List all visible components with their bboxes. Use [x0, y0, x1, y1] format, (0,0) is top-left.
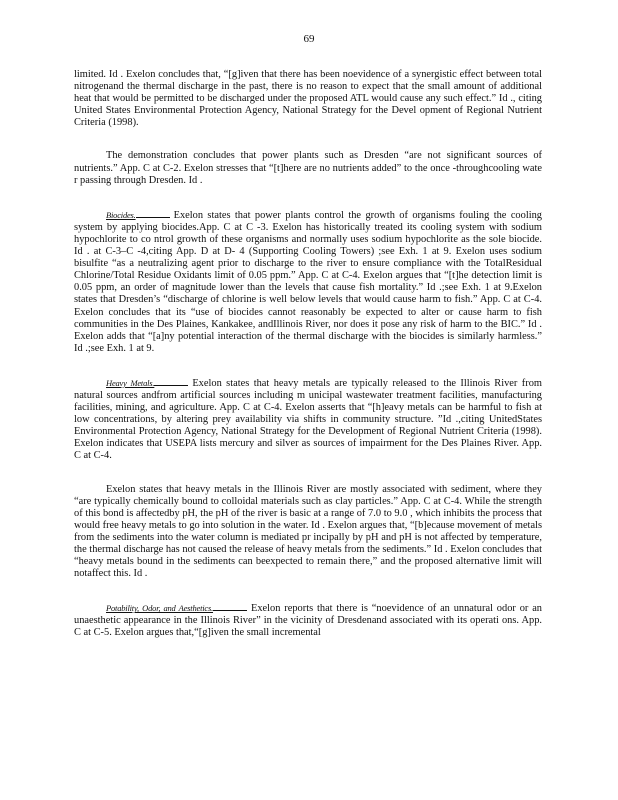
heading-rule — [154, 376, 188, 386]
section-heading: Heavy Metals. — [106, 377, 155, 388]
section-heading: Potability, Odor, and Aesthetics. — [106, 603, 214, 614]
heading-rule — [213, 601, 247, 611]
paragraph: Exelon states that heavy metals in the Illinois River are mostly associated with sediment, where they “are typically chemically bound to colloidal materials such as clay particles.” App. C at C-4. While the strength of this bond is affectedby pH, the pH of the river is basic at a range of 7.0 to 9.0 , which inhibits the process that would free heavy metals to go into solution in the water. Id . Exelon argues that, “[b]ecause movement of metals from the sediments into the water column is mediated pr incipally by pH and pH is not affected by temperature, the thermal discharge has not caused the release of heavy metals from the sediments.” Id . Exelon concludes that “heavy metals bound in the sediments can beexpected to remain there,” and the proposed alternative limit will notaffect this. Id . — [74, 483, 542, 580]
paragraph: Heavy Metals. Exelon states that heavy metals are typically released to the Illinois River from natural sources andfrom artificial sources including m unicipal wastewater treatment facilities, manufacturing facilities, mining, and agriculture. App. C at C-4. Exelon asserts that “[h]eavy metals can be harmful to fish at low concentrations, by altering prey availability via shifts in community structure. ”Id .,citing UnitedStates Environmental Protection Agency, National Strategy for the Development of Regional Nutrient Criteria (1998). Exelon indicates that USEPA lists mercury and silver as sources of impairment for the Des Plaines River. App. C at C-4. — [74, 377, 542, 462]
paragraph: Biocides. Exelon states that power plants control the growth of organisms fouling the cooling system by applying biocides.App. C at C -3. Exelon has historically treated its cooling system with sodium hypochlorite to co ntrol growth of these organisms and normally uses sodium hypochlorite as the sole biocide. Id . at C-3–C -4,citing App. D at D- 4 (Supporting Cooling Towers) ;see Exh. 1 at 9. Exelon uses sodium bisulfite “as a neutralizing agent prior to discharge to the river to ensure compliance with the TotalResidual Chlorine/Total Residue Oxidants limit of 0.05 ppm.” App. C at C-4. Exelon argues that “[t]he detection limit is 0.05 ppm, an order of magnitude lower than the levels that cause fish mortality.” Id .;see Exh. 1 at 9.Exelon states that Dresden’s “discharge of chlorine is well below levels that would cause harm to fish.” App. C at C-4. Exelon concludes that its “use of biocides cannot reasonably be expected to alter or cause harm to fish communities in the Des Plaines, Kankakee, andIllinois River, nor does it pose any risk of harm to the BIC.” Id . Exelon adds that “[a]ny potential interaction of the thermal discharge with the biocides is similarly harmless.” Id .;see Exh. 1 at 9. — [74, 209, 542, 354]
page-number: 69 — [303, 33, 315, 45]
paragraph: Potability, Odor, and Aesthetics. Exelon reports that there is “noevidence of an unnatural odor or an unaesthetic appearance in the Illinois River” in the vicinity of Dresdenand associated with its operati ons. App. C at C-5. Exelon argues that,“[g]iven the small incremental — [74, 603, 542, 639]
paragraph: limited. Id . Exelon concludes that, “[g]iven that there has been noevidence of a synergistic effect between total nitrogenand the thermal discharge in the past, there is no reason to expect that the small amount of additional heat that would be permitted to be discharged under the proposed ATL would cause any such effect.” Id ., citing United States Environmental Protection Agency, National Strategy for the Devel opment of Regional Nutrient Criteria (1998). — [74, 69, 542, 129]
body-text — [74, 69, 542, 661]
section-heading: Biocides. — [106, 209, 136, 220]
heading-rule — [136, 208, 170, 218]
paragraph: The demonstration concludes that power plants such as Dresden “are not significant sources of nutrients.” App. C at C-2. Exelon stresses that “[t]here are no nutrients added” to the once -throughcooling wate r passing through Dresden. Id . — [74, 150, 542, 186]
